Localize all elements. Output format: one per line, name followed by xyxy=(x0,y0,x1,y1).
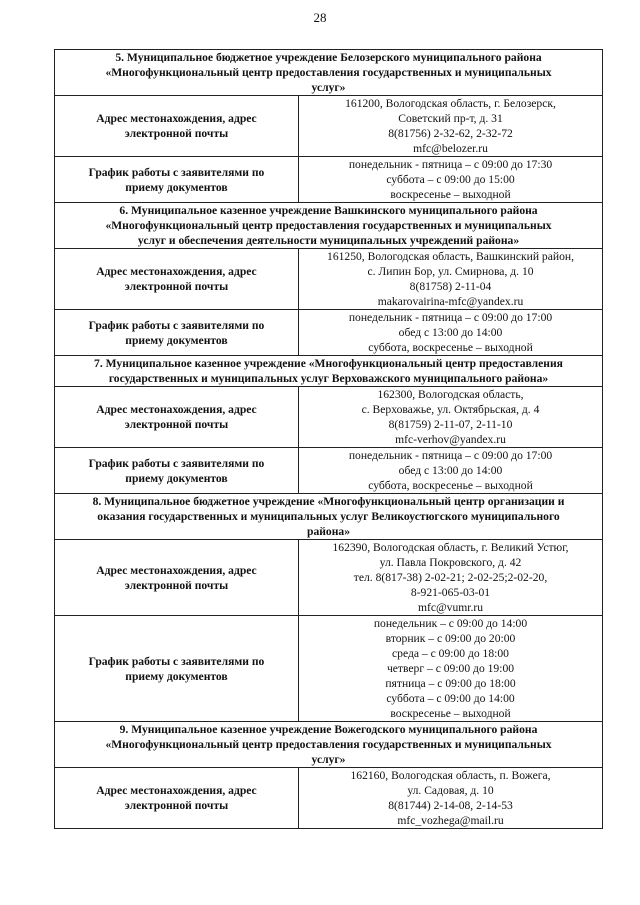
section-title-row xyxy=(55,203,603,249)
address-value-line: ул. Садовая, д. 10 xyxy=(407,784,494,797)
address-value-line: mfc-verhov@yandex.ru xyxy=(395,433,506,446)
section-title-line: «Многофункциональный центр предоставления государственных и муниципальных xyxy=(105,738,552,751)
address-value-line: 8(81744) 2-14-08, 2-14-53 xyxy=(388,799,513,812)
section-title-line: 8. Муниципальное бюджетное учреждение «Многофункциональный центр организации и xyxy=(92,495,565,508)
address-row xyxy=(55,540,603,616)
schedule-label-line: График работы с заявителями по xyxy=(88,318,265,332)
address-value-line: makarovairina-mfc@yandex.ru xyxy=(377,295,524,308)
schedule-value xyxy=(299,448,603,494)
schedule-label-line: приему документов xyxy=(125,180,228,194)
section-title-line: государственных и муниципальных услуг Верховажского муниципального района» xyxy=(108,372,549,385)
address-label-line: электронной почты xyxy=(124,578,229,592)
address-value-line: 8(81759) 2-11-07, 2-11-10 xyxy=(388,418,513,431)
schedule-label-line: График работы с заявителями по xyxy=(88,165,265,179)
schedule-value-line: суббота, воскресенье – выходной xyxy=(368,479,533,492)
schedule-value-line: суббота, воскресенье – выходной xyxy=(368,341,533,354)
address-value-line: 162300, Вологодская область, xyxy=(377,388,524,401)
section-title-line: услуг» xyxy=(311,753,346,766)
address-label-line: Адрес местонахождения, адрес xyxy=(96,112,257,125)
section-title-line: 6. Муниципальное казенное учреждение Вашкинского муниципального района xyxy=(119,204,538,217)
schedule-value-line: четверг – с 09:00 до 19:00 xyxy=(386,662,515,675)
schedule-value xyxy=(299,616,603,722)
address-label-line: электронной почты xyxy=(124,799,229,812)
schedule-row xyxy=(55,310,603,356)
schedule-label-line: График работы с заявителями по xyxy=(88,456,265,470)
address-value-line: Советский пр-т, д. 31 xyxy=(398,112,503,125)
address-label xyxy=(55,387,299,448)
schedule-value xyxy=(299,310,603,356)
schedule-value-line: обед с 13:00 до 14:00 xyxy=(398,464,503,477)
address-value-line: 161250, Вологодская область, Вашкинский район, xyxy=(327,250,574,263)
address-value-line: ул. Павла Покровского, д. 42 xyxy=(379,556,522,569)
address-value-line: 8-921-065-03-01 xyxy=(410,586,491,599)
schedule-label xyxy=(55,448,299,494)
section-title-line: 5. Муниципальное бюджетное учреждение Белозерского муниципального района xyxy=(115,51,542,64)
schedule-row xyxy=(55,157,603,203)
address-label-line: Адрес местонахождения, адрес xyxy=(96,563,257,577)
schedule-label-line: График работы с заявителями по xyxy=(88,654,265,668)
schedule-value-line: пятница – с 09:00 до 18:00 xyxy=(385,677,516,690)
section-title-row xyxy=(55,50,603,96)
address-value-line: 161200, Вологодская область, г. Белозерск, xyxy=(345,97,556,110)
schedule-value-line: понедельник – с 09:00 до 14:00 xyxy=(373,617,528,630)
address-value-line: mfc@vumr.ru xyxy=(417,601,484,614)
address-value-line: с. Липин Бор, ул. Смирнова, д. 10 xyxy=(367,265,534,278)
schedule-value-line: среда – с 09:00 до 18:00 xyxy=(392,647,509,660)
section-title xyxy=(55,356,603,387)
section-title xyxy=(55,203,603,249)
address-label xyxy=(55,540,299,616)
address-label-line: электронной почты xyxy=(124,127,229,140)
schedule-value-line: понедельник - пятница – с 09:00 до 17:00 xyxy=(348,311,553,324)
schedule-value-line: суббота – с 09:00 до 15:00 xyxy=(386,173,515,186)
section-title-line: услуг» xyxy=(311,81,346,94)
schedule-value xyxy=(299,157,603,203)
address-value-line: 8(81758) 2-11-04 xyxy=(409,280,492,293)
schedule-label-line: приему документов xyxy=(125,333,228,347)
schedule-value-line: воскресенье – выходной xyxy=(390,707,511,720)
section-title-row xyxy=(55,494,603,540)
address-label-line: электронной почты xyxy=(124,418,229,431)
address-label xyxy=(55,96,299,157)
address-label-line: Адрес местонахождения, адрес xyxy=(96,265,257,278)
section-title-line: района» xyxy=(307,525,350,538)
schedule-value-line: понедельник - пятница – с 09:00 до 17:00 xyxy=(348,449,553,462)
address-value-line: mfc@belozer.ru xyxy=(413,142,488,155)
schedule-label-line: приему документов xyxy=(125,471,228,485)
schedule-value-line: понедельник - пятница – с 09:00 до 17:30 xyxy=(348,158,553,171)
address-value-line: 8(81756) 2-32-62, 2-32-72 xyxy=(388,127,513,140)
address-label-line: электронной почты xyxy=(124,280,229,293)
section-title-line: оказания государственных и муниципальных услуг Великоустюгского муниципального xyxy=(97,510,560,523)
address-label-line: Адрес местонахождения, адрес xyxy=(96,403,257,416)
address-value xyxy=(299,387,603,448)
address-row xyxy=(55,768,603,829)
address-label-line: Адрес местонахождения, адрес xyxy=(96,784,257,797)
address-value xyxy=(299,96,603,157)
section-title-line: «Многофункциональный центр предоставления государственных и муниципальных xyxy=(105,66,552,79)
address-value-line: с. Верховажье, ул. Октябрьская, д. 4 xyxy=(361,403,540,416)
schedule-label-line: приему документов xyxy=(125,669,228,683)
address-value xyxy=(299,540,603,616)
schedule-value-line: обед с 13:00 до 14:00 xyxy=(398,326,503,339)
address-row xyxy=(55,249,603,310)
address-value-line: mfc_vozhega@mail.ru xyxy=(397,814,504,827)
page-number: 28 xyxy=(313,10,327,25)
schedule-row xyxy=(55,448,603,494)
schedule-label xyxy=(55,616,299,722)
section-title xyxy=(55,722,603,768)
section-title xyxy=(55,50,603,96)
address-value xyxy=(299,249,603,310)
schedule-value-line: вторник – с 09:00 до 20:00 xyxy=(385,632,516,645)
section-title-row xyxy=(55,356,603,387)
address-label xyxy=(55,768,299,829)
section-title-line: 9. Муниципальное казенное учреждение Вожегодского муниципального района xyxy=(119,723,538,736)
schedule-row xyxy=(55,616,603,722)
schedule-label xyxy=(55,157,299,203)
address-value-line: 162160, Вологодская область, п. Вожега, xyxy=(350,769,551,782)
schedule-value-line: воскресенье – выходной xyxy=(390,188,511,201)
address-row xyxy=(55,96,603,157)
schedule-value-line: суббота – с 09:00 до 14:00 xyxy=(386,692,515,705)
section-title-line: 7. Муниципальное казенное учреждение «Многофункциональный центр предоставления xyxy=(94,357,563,370)
section-title xyxy=(55,494,603,540)
mfc-directory-table xyxy=(54,49,603,829)
address-value xyxy=(299,768,603,829)
section-title-line: «Многофункциональный центр предоставления государственных и муниципальных xyxy=(105,219,552,232)
section-title-line: услуг и обеспечения деятельности муниципальных учреждений района» xyxy=(137,234,520,247)
address-label xyxy=(55,249,299,310)
address-value-line: 162390, Вологодская область, г. Великий Устюг, xyxy=(332,541,569,554)
address-row xyxy=(55,387,603,448)
address-value-line: тел. 8(817-38) 2-02-21; 2-02-25;2-02-20, xyxy=(353,571,548,584)
schedule-label xyxy=(55,310,299,356)
section-title-row xyxy=(55,722,603,768)
